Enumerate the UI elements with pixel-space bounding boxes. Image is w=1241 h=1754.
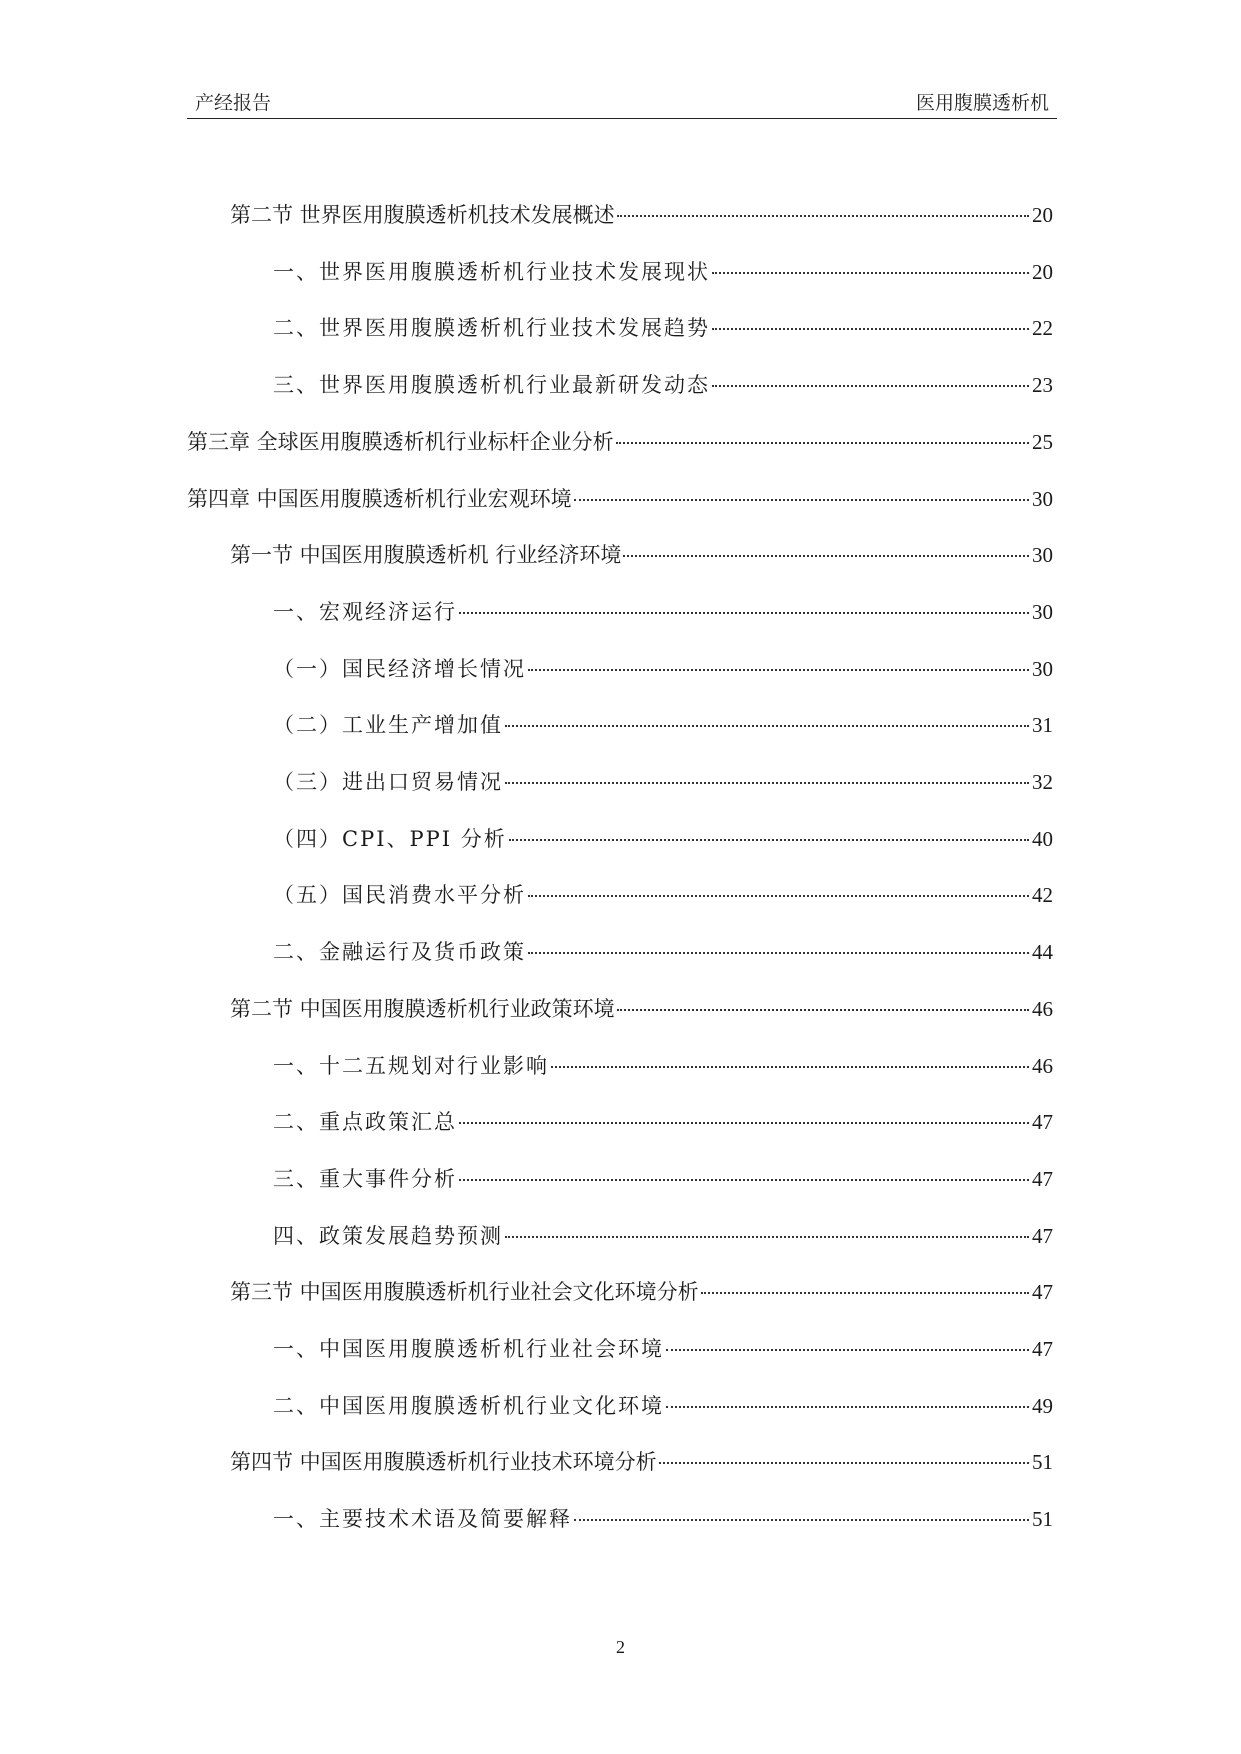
toc-entry[interactable] <box>273 708 1053 742</box>
toc-dot-leader <box>505 782 1029 784</box>
toc-dot-leader <box>712 272 1029 274</box>
toc-entry-title: 第三节 中国医用腹膜透析机行业社会文化环境分析 <box>230 1280 699 1304</box>
toc-dot-leader <box>528 669 1029 671</box>
toc-entry-page: 46 <box>1032 997 1053 1021</box>
toc-entry-page: 20 <box>1032 203 1053 227</box>
toc-entry-page: 44 <box>1032 940 1053 964</box>
toc-dot-leader <box>528 895 1029 897</box>
toc-entry-page: 51 <box>1032 1507 1053 1531</box>
toc-entry[interactable] <box>273 1105 1053 1139</box>
toc-entry-title: （三）进出口贸易情况 <box>273 770 503 794</box>
toc-dot-leader <box>617 1009 1029 1011</box>
toc-entry[interactable] <box>273 255 1053 289</box>
toc-entry[interactable] <box>273 1162 1053 1196</box>
toc-entry-page: 30 <box>1032 543 1053 567</box>
toc-entry-page: 51 <box>1032 1450 1053 1474</box>
toc-entry[interactable] <box>273 1502 1053 1536</box>
toc-dot-leader <box>712 328 1029 330</box>
toc-dot-leader <box>623 555 1029 557</box>
toc-entry-page: 30 <box>1032 600 1053 624</box>
toc-dot-leader <box>701 1292 1029 1294</box>
toc-dot-leader <box>459 612 1029 614</box>
toc-entry[interactable] <box>273 765 1053 799</box>
toc-dot-leader <box>617 215 1029 217</box>
toc-dot-leader <box>712 385 1029 387</box>
toc-entry-page: 31 <box>1032 713 1053 737</box>
toc-entry-title: 二、金融运行及货币政策 <box>273 940 526 964</box>
toc-entry[interactable] <box>273 822 1053 856</box>
toc-entry-page: 47 <box>1032 1167 1053 1191</box>
toc-dot-leader <box>666 1406 1029 1408</box>
toc-dot-leader <box>574 499 1029 501</box>
toc-entry-page: 30 <box>1032 487 1053 511</box>
toc-entry-title: 一、主要技术术语及简要解释 <box>273 1507 572 1531</box>
toc-dot-leader <box>616 442 1029 444</box>
toc-entry[interactable] <box>273 878 1053 912</box>
toc-entry-title: （二）工业生产增加值 <box>273 713 503 737</box>
toc-dot-leader <box>659 1462 1029 1464</box>
toc-entry-page: 32 <box>1032 770 1053 794</box>
toc-entry-page: 23 <box>1032 373 1053 397</box>
toc-dot-leader <box>505 1236 1029 1238</box>
toc-entry-title: 二、中国医用腹膜透析机行业文化环境 <box>273 1394 664 1418</box>
toc-entry-page: 25 <box>1032 430 1053 454</box>
toc-entry[interactable] <box>273 1219 1053 1253</box>
toc-dot-leader <box>551 1066 1029 1068</box>
toc-entry[interactable] <box>273 652 1053 686</box>
toc-dot-leader <box>509 839 1029 841</box>
toc-entry-page: 30 <box>1032 657 1053 681</box>
toc-entry-page: 47 <box>1032 1224 1053 1248</box>
toc-entry[interactable] <box>273 1332 1053 1366</box>
page-number: 2 <box>616 1637 625 1657</box>
toc-entry[interactable] <box>230 538 1053 572</box>
toc-entry-title: 四、政策发展趋势预测 <box>273 1224 503 1248</box>
toc-entry-title: 第一节 中国医用腹膜透析机 行业经济环境 <box>230 543 622 567</box>
toc-entry-page: 40 <box>1032 827 1053 851</box>
toc-entry[interactable] <box>230 198 1053 232</box>
toc-entry-title: （一）国民经济增长情况 <box>273 657 526 681</box>
toc-entry-title: 第二节 中国医用腹膜透析机行业政策环境 <box>230 997 615 1021</box>
toc-entry-page: 49 <box>1032 1394 1053 1418</box>
toc-entry-title: 第二节 世界医用腹膜透析机技术发展概述 <box>230 203 615 227</box>
toc-entry[interactable] <box>273 1049 1053 1083</box>
toc-entry-page: 47 <box>1032 1280 1053 1304</box>
toc-entry-title: 第四章 中国医用腹膜透析机行业宏观环境 <box>187 487 572 511</box>
toc-entry-page: 47 <box>1032 1337 1053 1361</box>
toc-entry-title: 二、世界医用腹膜透析机行业技术发展趋势 <box>273 316 710 340</box>
toc-entry[interactable] <box>187 482 1053 516</box>
toc-entry[interactable] <box>273 311 1053 345</box>
toc-entry[interactable] <box>230 992 1053 1026</box>
toc-entry-title: （四）CPI、PPI 分析 <box>273 827 507 851</box>
toc-entry[interactable] <box>273 935 1053 969</box>
toc-entry-title: 一、世界医用腹膜透析机行业技术发展现状 <box>273 260 710 284</box>
toc-entry[interactable] <box>187 425 1053 459</box>
toc-entry-page: 20 <box>1032 260 1053 284</box>
toc-entry-title: （五）国民消费水平分析 <box>273 883 526 907</box>
toc-entry-title: 一、十二五规划对行业影响 <box>273 1054 549 1078</box>
header-left-title: 产经报告 <box>195 92 272 114</box>
toc-entry-title: 一、宏观经济运行 <box>273 600 457 624</box>
toc-entry-page: 46 <box>1032 1054 1053 1078</box>
toc-dot-leader <box>459 1122 1029 1124</box>
toc-entry-title: 一、中国医用腹膜透析机行业社会环境 <box>273 1337 664 1361</box>
toc-entry[interactable] <box>273 595 1053 629</box>
header-right-title: 医用腹膜透析机 <box>915 92 1049 114</box>
toc-entry-page: 42 <box>1032 883 1053 907</box>
toc-entry[interactable] <box>230 1445 1053 1479</box>
toc-entry-title: 三、世界医用腹膜透析机行业最新研发动态 <box>273 373 710 397</box>
toc-entry-title: 第三章 全球医用腹膜透析机行业标杆企业分析 <box>187 430 614 454</box>
toc-entry-title: 三、重大事件分析 <box>273 1167 457 1191</box>
toc-entry-page: 22 <box>1032 316 1053 340</box>
toc-entry-title: 第四节 中国医用腹膜透析机行业技术环境分析 <box>230 1450 657 1474</box>
toc-entry[interactable] <box>273 1389 1053 1423</box>
toc-entry[interactable] <box>273 368 1053 402</box>
toc-entry[interactable] <box>230 1275 1053 1309</box>
toc-entry-title: 二、重点政策汇总 <box>273 1110 457 1134</box>
toc-dot-leader <box>528 952 1029 954</box>
toc-entry-page: 47 <box>1032 1110 1053 1134</box>
toc-dot-leader <box>574 1519 1029 1521</box>
toc-dot-leader <box>505 725 1029 727</box>
toc-dot-leader <box>666 1349 1029 1351</box>
page-header <box>187 86 1057 119</box>
toc-dot-leader <box>459 1179 1029 1181</box>
